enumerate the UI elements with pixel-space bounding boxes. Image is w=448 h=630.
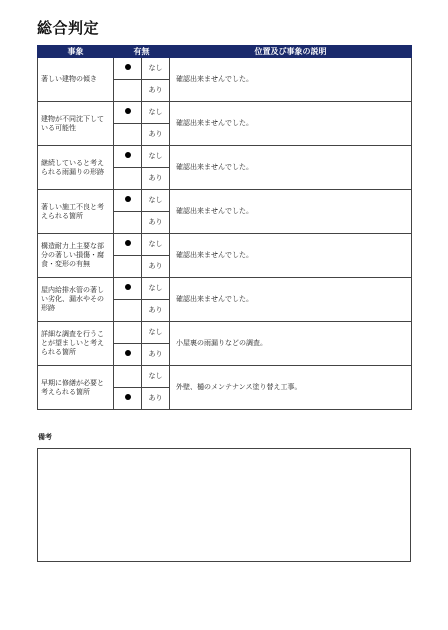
header-description: 位置及び事象の説明 bbox=[170, 46, 412, 58]
selected-dot-icon bbox=[125, 284, 131, 290]
option-present-label: あり bbox=[142, 300, 170, 322]
row-item-label: 早期に修繕が必要と考えられる箇所 bbox=[38, 366, 114, 410]
row-description: 確認出来ませんでした。 bbox=[170, 234, 412, 278]
option-present-label: あり bbox=[142, 80, 170, 102]
option-none-label: なし bbox=[142, 278, 170, 300]
selection-mark-cell[interactable] bbox=[114, 146, 142, 168]
selection-mark-cell[interactable] bbox=[114, 190, 142, 212]
row-description: 確認出来ませんでした。 bbox=[170, 278, 412, 322]
table-row bbox=[38, 366, 412, 388]
judgement-table bbox=[37, 45, 412, 410]
selected-dot-icon bbox=[125, 350, 131, 356]
row-item-label: 建物が不同沈下している可能性 bbox=[38, 102, 114, 146]
option-none-label: なし bbox=[142, 190, 170, 212]
row-description: 確認出来ませんでした。 bbox=[170, 146, 412, 190]
row-description: 確認出来ませんでした。 bbox=[170, 58, 412, 102]
option-none-label: なし bbox=[142, 146, 170, 168]
row-item-label: 詳細な調査を行うことが望ましいと考えられる箇所 bbox=[38, 322, 114, 366]
notes-label: 備考 bbox=[38, 433, 52, 441]
selection-mark-cell[interactable] bbox=[114, 168, 142, 190]
table-row bbox=[38, 146, 412, 168]
header-item: 事象 bbox=[38, 46, 114, 58]
table-row bbox=[38, 322, 412, 344]
row-item-label: 継続していると考えられる雨漏りの形跡 bbox=[38, 146, 114, 190]
table-row bbox=[38, 278, 412, 300]
row-description: 外壁、樋のメンテナンス塗り替え工事。 bbox=[170, 366, 412, 410]
row-item-label: 著しい施工不良と考えられる箇所 bbox=[38, 190, 114, 234]
option-none-label: なし bbox=[142, 102, 170, 124]
selected-dot-icon bbox=[125, 196, 131, 202]
selected-dot-icon bbox=[125, 394, 131, 400]
selection-mark-cell[interactable] bbox=[114, 234, 142, 256]
notes-box[interactable] bbox=[37, 448, 411, 562]
selection-mark-cell[interactable] bbox=[114, 300, 142, 322]
row-description: 確認出来ませんでした。 bbox=[170, 190, 412, 234]
option-none-label: なし bbox=[142, 322, 170, 344]
table-header-row bbox=[38, 46, 412, 58]
option-none-label: なし bbox=[142, 366, 170, 388]
table-row bbox=[38, 58, 412, 80]
selected-dot-icon bbox=[125, 64, 131, 70]
option-present-label: あり bbox=[142, 344, 170, 366]
header-presence: 有無 bbox=[114, 46, 170, 58]
selection-mark-cell[interactable] bbox=[114, 124, 142, 146]
row-description: 小屋裏の雨漏りなどの調査。 bbox=[170, 322, 412, 366]
table-row bbox=[38, 102, 412, 124]
selection-mark-cell[interactable] bbox=[114, 344, 142, 366]
option-present-label: あり bbox=[142, 124, 170, 146]
option-none-label: なし bbox=[142, 58, 170, 80]
selection-mark-cell[interactable] bbox=[114, 80, 142, 102]
option-present-label: あり bbox=[142, 168, 170, 190]
selection-mark-cell[interactable] bbox=[114, 58, 142, 80]
selection-mark-cell[interactable] bbox=[114, 366, 142, 388]
selected-dot-icon bbox=[125, 152, 131, 158]
selection-mark-cell[interactable] bbox=[114, 256, 142, 278]
selection-mark-cell[interactable] bbox=[114, 388, 142, 410]
table-row bbox=[38, 190, 412, 212]
option-none-label: なし bbox=[142, 234, 170, 256]
row-item-label: 著しい建物の傾き bbox=[38, 58, 114, 102]
selection-mark-cell[interactable] bbox=[114, 212, 142, 234]
option-present-label: あり bbox=[142, 388, 170, 410]
table-row bbox=[38, 234, 412, 256]
selection-mark-cell[interactable] bbox=[114, 278, 142, 300]
selection-mark-cell[interactable] bbox=[114, 322, 142, 344]
option-present-label: あり bbox=[142, 212, 170, 234]
option-present-label: あり bbox=[142, 256, 170, 278]
page-title: 総合判定 bbox=[37, 19, 100, 37]
selected-dot-icon bbox=[125, 108, 131, 114]
row-item-label: 構造耐力上主要な部分の著しい損傷・腐食・変形の有無 bbox=[38, 234, 114, 278]
selected-dot-icon bbox=[125, 240, 131, 246]
selection-mark-cell[interactable] bbox=[114, 102, 142, 124]
row-description: 確認出来ませんでした。 bbox=[170, 102, 412, 146]
row-item-label: 屋内給排水管の著しい劣化、漏水やその形跡 bbox=[38, 278, 114, 322]
